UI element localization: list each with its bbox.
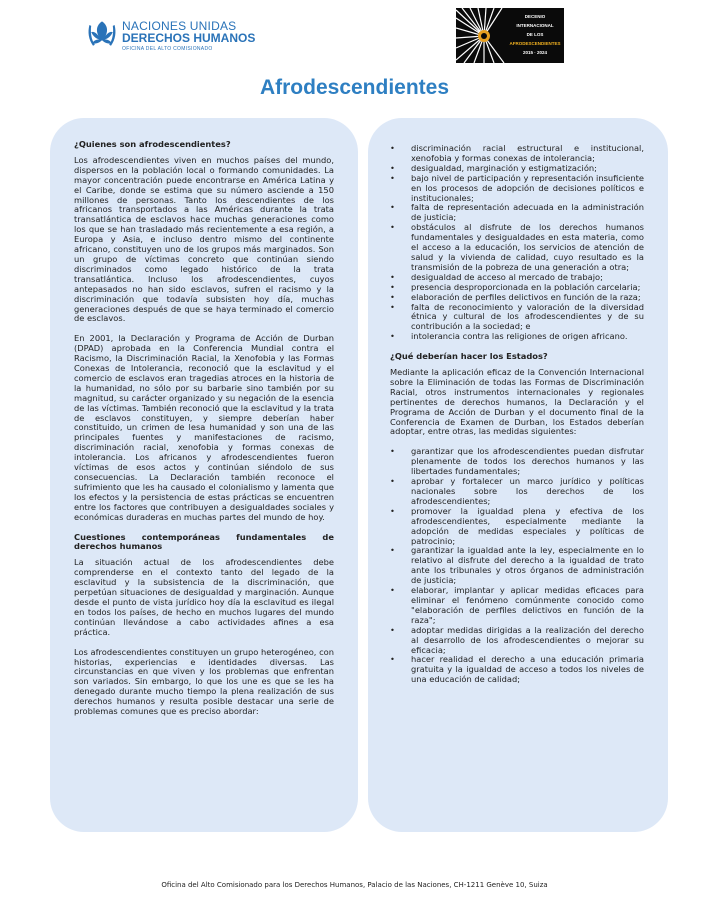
list-item: • bajo nivel de participación y representación insuficiente en los procesos de adopción de decisiones políticos e institucionales; — [390, 172, 644, 203]
bullet-icon: • — [390, 162, 395, 173]
list-item: • intolerancia contra las religiones de origen africano. — [390, 331, 628, 342]
bullet-icon: • — [390, 446, 395, 457]
bullet-icon: • — [390, 585, 395, 596]
right-column — [390, 144, 644, 685]
bullet-icon: • — [390, 505, 395, 516]
list-item: • garantizar la igualdad ante la ley, especialmente en lo relativo al disfrute del derecho a la igualdad de trato ante los tribunales y otros órganos de administración de justicia; — [390, 545, 644, 586]
list-item: • garantizar que los afrodescendientes puedan disfrutar plenamente de todos los derechos humanos y las libertades fundamentales; — [390, 446, 644, 477]
decade-text — [506, 12, 564, 57]
paragraph-who: Los afrodescendientes viven en muchos países del mundo, dispersos en la población local o formando comunidades. La mayor concentración puede encontrarse en América Latina y el Caribe, donde se estima que su número asciende a 150 millones de personas. Tanto los descendientes de los africanos transportados a las Américas durante la trata transatlántica de esclavos hace muchas generaciones como los que se han trasladado más recientemente a esa región, a Europa y Asia, e incluso dentro mismo del continente africano, constituyen uno de los grupos más marginados. Son un grupo de víctimas concreto que continúan siendo discriminados como legado histórico de la trata transatlántica. Incluso los afrodescendientes, cuyos antepasados no han sido esclavos, sufren el racismo y la discriminación que todavía subsisten hoy día, muchas generaciones después de que se haya terminado el comercio de esclavos. — [74, 154, 334, 324]
measures-list — [390, 447, 644, 685]
list-item: • adoptar medidas dirigidas a la realización del derecho al desarrollo de los afrodescendientes o mejorar su eficacia; — [390, 624, 644, 655]
list-item: • hacer realidad el derecho a una educación primaria gratuita y la igualdad de acceso a todos los niveles de una educación de calidad; — [390, 654, 644, 685]
paragraph-durban: En 2001, la Declaración y Programa de Acción de Durban (DPAD) aprobada en la Conferencia Mundial contra el Racismo, la Discriminación Racial, la Xenofobia y las Formas Conexas de Intolerancia, reconoció que la esclavitud y el comercio de esclavos eran tragedias atroces en la historia de la humanidad, no sólo por su barbarie sino también por su magnitud, su carácter organizado y su negación de la esencia de las víctimas. También reconoció que la esclavitud y la trata de esclavos constituyen, y siempre deberían haber constituido, un crimen de lesa humanidad y son una de las principales fuentes y manifestaciones de racismo, discriminación racial, xenofobia y formas conexas de intolerancia. Los africanos y afrodescendientes fueron víctimas de esos actos y continúan siéndolo de sus consecuencias. La Declaración también reconoce el sufrimiento que les ha causado el colonialismo y lamenta que los efectos y la persistencia de estas prácticas se encuentren entre los factores que contribuyen a desigualdades sociales y económicas duraderas en muchas partes del mundo de hoy. — [74, 333, 334, 522]
list-item: • falta de reconocimiento y valoración de la diversidad étnica y cultural de los afrodescendientes y de su contribución a la sociedad; e — [390, 301, 644, 332]
section-heading-issues: Cuestiones contemporáneas fundamentales de derechos humanos — [74, 531, 334, 552]
paragraph-heterogeneous: Los afrodescendientes constituyen un grupo heterogéneo, con historias, experiencias e identidades diversas. Las circunstancias en que viven y los problemas que enfrentan son variados. Sin embargo, lo que los une es que se les ha denegado durante mucho tiempo la plena realización de sus derechos humanos y resulta posible destacar una serie de problemas comunes que es preciso abordar: — [74, 646, 334, 717]
decade-logo — [456, 8, 564, 63]
problems-list — [390, 144, 644, 342]
page-title: Afrodescendientes — [259, 76, 450, 99]
un-wordmark — [122, 20, 255, 53]
decade-line2: INTERNACIONAL — [516, 23, 554, 28]
bullet-icon: • — [390, 202, 395, 213]
list-item: • presencia desproporcionada en la población carcelaria; — [390, 281, 641, 292]
bullet-icon: • — [390, 301, 395, 312]
left-column — [74, 140, 334, 717]
list-item: • promover la igualdad plena y efectiva de los afrodescendientes, especialmente mediante la adopción de medidas especiales y políticas de patrocinio; — [390, 505, 644, 546]
bullet-icon: • — [390, 143, 395, 153]
bullet-icon: • — [390, 624, 395, 635]
decade-line4: AFRODESCENDIENTES — [509, 41, 561, 46]
list-item: • desigualdad de acceso al mercado de trabajo; — [390, 271, 603, 282]
org-name-line1: NACIONES UNIDAS — [122, 19, 237, 33]
bullet-icon: • — [390, 291, 395, 302]
section-heading-who: ¿Quienes son afrodescendientes? — [74, 139, 231, 149]
list-item: • discriminación racial estructural e institucional, xenofobia y formas conexas de intolerancia; — [390, 143, 644, 163]
bullet-icon: • — [390, 222, 395, 233]
list-item: • falta de representación adecuada en la administración de justicia; — [390, 202, 644, 223]
decade-line1: DECENIO — [524, 14, 546, 19]
bullet-icon: • — [390, 545, 395, 556]
page-footer: Oficina del Alto Comisionado para los Derechos Humanos, Palacio de las Naciones, CH-1211 Genève 10, Suiza — [161, 881, 548, 889]
bullet-icon: • — [390, 172, 395, 183]
list-item: • obstáculos al disfrute de los derechos humanos fundamentales y desigualdades en esta materia, como el acceso a la educación, los servicios de atención de salud y la vivienda de calidad, cuyo resultado es la transmisión de la pobreza de una generación a otra; — [390, 222, 644, 272]
page-header — [0, 0, 709, 70]
paragraph-states: Mediante la aplicación eficaz de la Convención Internacional sobre la Eliminación de todas las Formas de Discriminación Racial, otros instrumentos internacionales y regionales pertinentes de derechos humanos, la Declaración y el Programa de Acción de Durban y el documento final de la Conferencia de Examen de Durban, los Estados deberían adoptar, entre otras, las medidas siguientes: — [390, 367, 644, 437]
bullet-icon: • — [390, 281, 395, 292]
bullet-icon: • — [390, 271, 395, 282]
list-item: • aprobar y fortalecer un marco jurídico y políticas nacionales sobre los derechos de los afrodescendientes; — [390, 476, 644, 506]
decade-years: 2015 · 2024 — [522, 50, 548, 55]
bullet-icon: • — [390, 476, 395, 487]
section-heading-states: ¿Qué deberían hacer los Estados? — [390, 351, 548, 362]
un-human-rights-logo-icon — [84, 16, 120, 52]
bullet-icon: • — [390, 654, 395, 665]
org-name-line3: OFICINA DEL ALTO COMISIONADO — [122, 46, 213, 52]
org-name-line2: DERECHOS HUMANOS — [122, 31, 256, 45]
list-item: • elaborar, implantar y aplicar medidas eficaces para eliminar el fenómeno comúnmente conocido como "elaboración de perfiles delictivos en función de la raza"; — [390, 585, 644, 625]
bullet-icon: • — [390, 331, 395, 342]
paragraph-situation: La situación actual de los afrodescendientes debe comprenderse en el contexto tanto del legado de la esclavitud y la subsistencia de la discriminación, que perpetúan situaciones de desigualdad y marginación. Aunque desde el punto de vista jurídico hoy día la esclavitud es ilegal en todos los países, de hecho en muchos lugares del mundo continúan llevándose a cabo actividades afines a esa práctica. — [74, 557, 334, 637]
list-item: • desigualdad, marginación y estigmatización; — [390, 162, 597, 173]
list-item: • elaboración de perfiles delictivos en función de la raza; — [390, 291, 641, 302]
decade-line3: DE LOS — [526, 32, 544, 37]
